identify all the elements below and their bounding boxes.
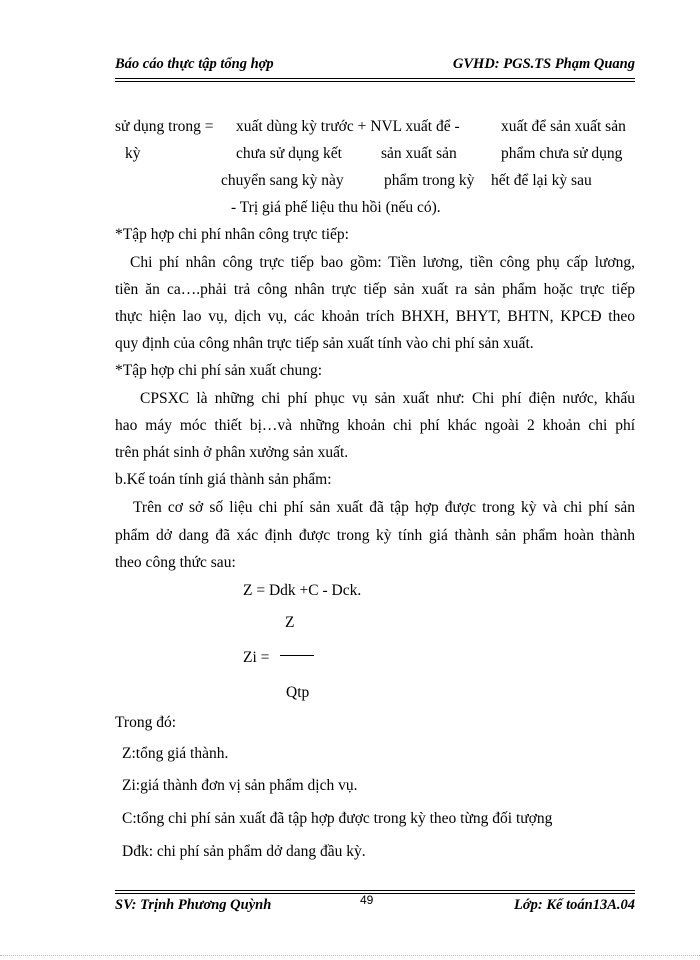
where-label: Trong đó: bbox=[115, 714, 177, 731]
formula-cell: kỳ bbox=[125, 145, 141, 162]
header-report-title: Báo cáo thực tập tổng hợp bbox=[115, 56, 274, 72]
page-number: 49 bbox=[360, 893, 374, 907]
footer-class: Lớp: Kế toán13A.04 bbox=[514, 897, 635, 913]
equation-denominator: Qtp bbox=[286, 684, 310, 701]
formula-cell: phẩm trong kỳ bbox=[384, 172, 475, 189]
formula-cell: xuất để sản xuất sản bbox=[501, 118, 626, 135]
header-supervisor: GVHD: PGS.TS Phạm Quang bbox=[452, 56, 635, 72]
paragraph-line: phẩm dở dang đã xác định được trong kỳ tính giá thành sản phẩm hoàn thành bbox=[115, 527, 635, 544]
definition-item: Z:tổng giá thành. bbox=[122, 745, 229, 762]
equation-total-cost: Z = Ddk +C - Dck. bbox=[243, 582, 362, 599]
page-footer bbox=[115, 897, 635, 914]
footer-rule bbox=[115, 890, 635, 891]
formula-cell: sản xuất sản bbox=[381, 145, 457, 162]
paragraph-line: tiền ăn ca….phải trả công nhân trực tiếp sản xuất ra sản phẩm hoặc trực tiếp bbox=[115, 281, 635, 298]
formula-cell: hết để lại kỳ sau bbox=[491, 172, 592, 189]
formula-cell: chuyển sang kỳ này bbox=[221, 172, 344, 189]
page-edge-dotted bbox=[0, 955, 700, 956]
paragraph-line: Trên cơ sở số liệu chi phí sản xuất đã tập hợp được trong kỳ và chi phí sản bbox=[133, 499, 635, 516]
paragraph-line: trên phát sinh ở phân xưởng sản xuất. bbox=[115, 444, 349, 461]
footer-student: SV: Trịnh Phương Quỳnh bbox=[115, 897, 272, 913]
page-header bbox=[115, 56, 635, 73]
footer-rule-double bbox=[115, 893, 635, 894]
formula-cell: sử dụng trong = bbox=[115, 118, 214, 135]
definition-item: C:tổng chi phí sản xuất đã tập hợp được trong kỳ theo từng đối tượng bbox=[122, 810, 553, 827]
section-heading: *Tập hợp chi phí sản xuất chung: bbox=[115, 362, 323, 379]
paragraph-line: Chi phí nhân công trực tiếp bao gồm: Tiền lương, tiền công phụ cấp lương, bbox=[130, 254, 635, 271]
paragraph-line: hao máy móc thiết bị…và những khoản chi phí khác ngoài 2 khoản chi phí bbox=[115, 417, 635, 434]
formula-cell: chưa sử dụng kết bbox=[236, 145, 342, 162]
definition-item: Dđk: chi phí sản phẩm dở dang đầu kỳ. bbox=[122, 843, 366, 860]
fraction-bar bbox=[280, 655, 314, 656]
equation-numerator: Z bbox=[285, 614, 295, 631]
header-rule-double bbox=[115, 81, 635, 82]
formula-cell: xuất dùng kỳ trước + NVL xuất để - bbox=[236, 118, 460, 135]
equation-lhs: Zi = bbox=[243, 649, 270, 666]
paragraph-line: quy định của công nhân trực tiếp sản xuất tính vào chi phí sản xuất. bbox=[115, 335, 534, 352]
header-rule bbox=[115, 78, 635, 79]
formula-cell: - Trị giá phế liệu thu hồi (nếu có). bbox=[231, 199, 441, 216]
section-heading: *Tập hợp chi phí nhân công trực tiếp: bbox=[115, 226, 349, 243]
paragraph-line: CPSXC là những chi phí phục vụ sản xuất như: Chi phí điện nước, khấu bbox=[140, 390, 635, 407]
section-heading: b.Kế toán tính giá thành sản phẩm: bbox=[115, 471, 332, 488]
paragraph-line: thực hiện lao vụ, dịch vụ, các khoản trích BHXH, BHYT, BHTN, KPCĐ theo bbox=[115, 308, 635, 325]
definition-item: Zi:giá thành đơn vị sản phẩm dịch vụ. bbox=[122, 777, 358, 794]
paragraph-line: theo công thức sau: bbox=[115, 554, 236, 571]
formula-cell: phẩm chưa sử dụng bbox=[501, 145, 623, 162]
